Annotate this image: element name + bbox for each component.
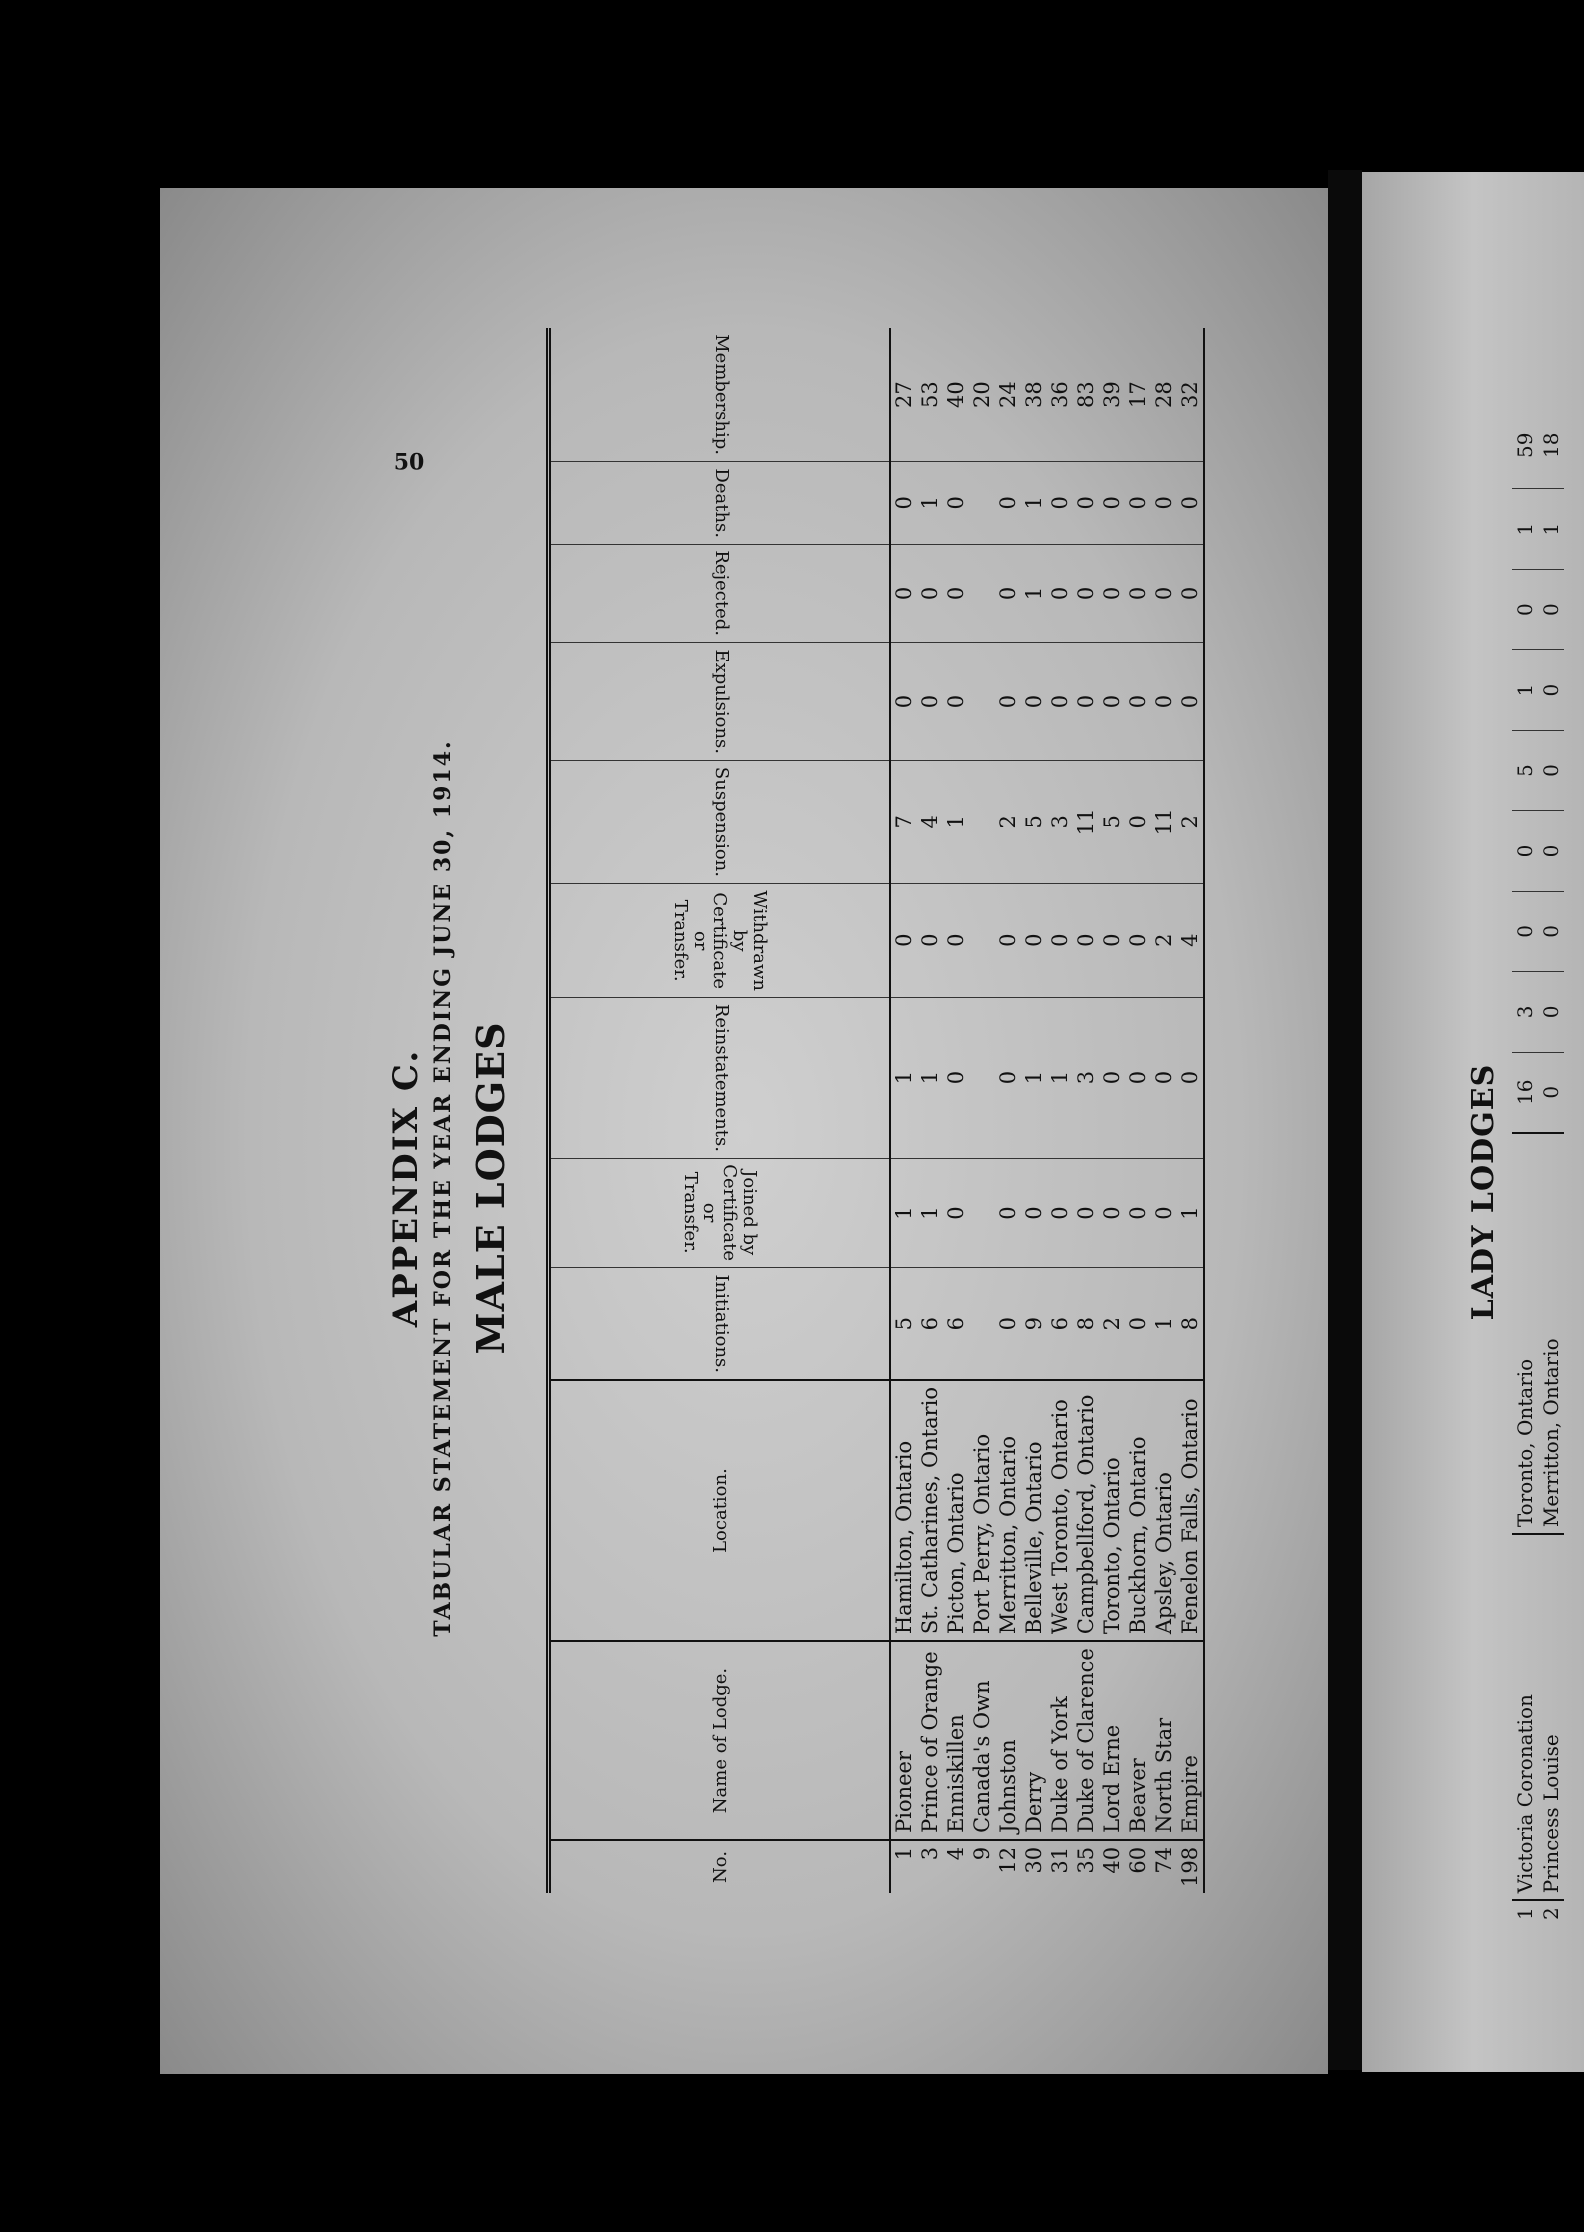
cell-no: 198 [1177, 1840, 1204, 1893]
cell-reinstatements: 0 [1512, 891, 1538, 971]
lady-lodges-content [1456, 392, 1584, 1992]
cell-no: 9 [969, 1840, 995, 1893]
table-row [1021, 328, 1047, 1893]
cell-no: 60 [1125, 1840, 1151, 1893]
cell-initiations: 0 [1538, 1052, 1564, 1133]
cell-rejected: 0 [1047, 544, 1073, 643]
table-row [1151, 328, 1177, 1893]
cell-joined: 0 [1047, 1158, 1073, 1268]
cell-suspension: 5 [1099, 760, 1125, 883]
cell-expulsions: 0 [1538, 650, 1564, 730]
cell-membership: 18 [1539, 432, 1563, 458]
cell-initiations: 16 [1512, 1052, 1538, 1133]
cell-withdrawn: 0 [1538, 811, 1564, 891]
cell-expulsions [969, 643, 995, 761]
col-no: No. [549, 1840, 891, 1893]
cell-initiations: 0 [1125, 1268, 1151, 1380]
cell-expulsions: 0 [1125, 643, 1151, 761]
cell-membership: 53 [918, 381, 942, 408]
cell-rejected: 1 [1021, 544, 1047, 643]
cell-location: Fenelon Falls, Ontario [1177, 1380, 1204, 1641]
cell-withdrawn: 0 [1125, 883, 1151, 997]
cell-reinstatements [969, 997, 995, 1158]
cell-withdrawn: 4 [1177, 883, 1204, 997]
cell-reinstatements: 3 [1073, 997, 1099, 1158]
cell-deaths: 0 [1099, 461, 1125, 544]
cell-membership: 24 [996, 381, 1020, 408]
cell-name: Empire [1177, 1641, 1204, 1840]
cell-withdrawn [969, 883, 995, 997]
cell-membership: 27 [892, 381, 916, 408]
col-withdrawn [549, 883, 891, 997]
cell-initiations: 1 [1151, 1268, 1177, 1380]
cell-expulsions: 0 [1073, 643, 1099, 761]
male-lodges-heading: MALE LODGES [468, 1021, 513, 1355]
cell-name: Beaver [1125, 1641, 1151, 1840]
statement-subtitle: TABULAR STATEMENT FOR THE YEAR ENDING JUNE 30, 1914. [430, 739, 456, 1637]
cell-initiations: 0 [995, 1268, 1021, 1380]
cell-location: Toronto, Ontario [1512, 1133, 1538, 1534]
cell-membership: 20 [970, 381, 994, 408]
cell-no: 74 [1151, 1840, 1177, 1893]
table-row [1538, 402, 1564, 1962]
cell-rejected: 0 [1125, 544, 1151, 643]
cell-joined: 0 [1538, 972, 1564, 1052]
cell-reinstatements: 1 [917, 997, 943, 1158]
cell-name: North Star [1151, 1641, 1177, 1840]
cell-no: 30 [1021, 1840, 1047, 1893]
col-withdrawn-label: Withdrawn by Certificate or Transfer. [670, 889, 771, 991]
page-number: 50 [393, 449, 425, 476]
cell-location: St. Catharines, Ontario [917, 1380, 943, 1641]
cell-suspension: 1 [943, 760, 969, 883]
col-initiations [549, 1268, 891, 1380]
cell-deaths: 1 [917, 461, 943, 544]
cell-deaths: 1 [1538, 489, 1564, 569]
cell-reinstatements: 0 [1151, 997, 1177, 1158]
male-lodges-body [890, 328, 1204, 1893]
cell-joined: 3 [1512, 972, 1538, 1052]
male-lodges-table [546, 328, 1205, 1893]
cell-rejected: 0 [1151, 544, 1177, 643]
cell-expulsions: 0 [1151, 643, 1177, 761]
cell-deaths: 0 [1073, 461, 1099, 544]
cell-reinstatements: 1 [1047, 997, 1073, 1158]
cell-location: Picton, Ontario [943, 1380, 969, 1641]
cell-location: West Toronto, Ontario [1047, 1380, 1073, 1641]
cell-location: Hamilton, Ontario [890, 1380, 917, 1641]
cell-location: Port Perry, Ontario [969, 1380, 995, 1641]
col-suspension [549, 760, 891, 883]
cell-expulsions: 0 [1047, 643, 1073, 761]
col-location: Location. [549, 1380, 891, 1641]
cell-location: Buckhorn, Ontario [1125, 1380, 1151, 1641]
table-row [917, 328, 943, 1893]
cell-joined: 0 [1151, 1158, 1177, 1268]
cell-suspension: 7 [890, 760, 917, 883]
cell-location: Toronto, Ontario [1099, 1380, 1125, 1641]
cell-rejected [969, 544, 995, 643]
col-membership-label: Membership. [710, 334, 732, 455]
appendix-heading: APPENDIX C. [386, 1048, 426, 1328]
cell-deaths: 0 [995, 461, 1021, 544]
cell-membership: 39 [1100, 381, 1124, 408]
cell-deaths: 0 [1177, 461, 1204, 544]
cell-membership: 59 [1513, 432, 1537, 458]
cell-name: Lord Erne [1099, 1641, 1125, 1840]
cell-initiations: 6 [1047, 1268, 1073, 1380]
cell-joined: 1 [1177, 1158, 1204, 1268]
cell-withdrawn: 0 [943, 883, 969, 997]
cell-joined: 1 [917, 1158, 943, 1268]
cell-name: Victoria Coronation [1512, 1534, 1538, 1900]
col-initiations-label: Initiations. [710, 1274, 732, 1373]
cell-name: Derry [1021, 1641, 1047, 1840]
cell-no: 3 [917, 1840, 943, 1893]
cell-withdrawn: 0 [1512, 811, 1538, 891]
cell-deaths: 1 [1512, 489, 1538, 569]
table-row [1125, 328, 1151, 1893]
cell-suspension: 3 [1047, 760, 1073, 883]
cell-location: Apsley, Ontario [1151, 1380, 1177, 1641]
col-expulsions [549, 643, 891, 761]
book-gutter [1328, 170, 1362, 2070]
cell-name: Enniskillen [943, 1641, 969, 1840]
cell-deaths: 0 [1047, 461, 1073, 544]
cell-membership: 17 [1126, 381, 1150, 408]
col-reinstatements-label: Reinstatements. [710, 1003, 732, 1152]
cell-no: 31 [1047, 1840, 1073, 1893]
cell-expulsions: 1 [1512, 650, 1538, 730]
cell-expulsions: 0 [1099, 643, 1125, 761]
cell-deaths: 0 [943, 461, 969, 544]
cell-reinstatements: 1 [1021, 997, 1047, 1158]
cell-initiations: 6 [943, 1268, 969, 1380]
cell-initiations: 8 [1073, 1268, 1099, 1380]
cell-no: 12 [995, 1840, 1021, 1893]
cell-expulsions: 0 [995, 643, 1021, 761]
table-row [1512, 402, 1538, 1962]
table-row [969, 328, 995, 1893]
cell-rejected: 0 [1073, 544, 1099, 643]
cell-rejected: 0 [890, 544, 917, 643]
cell-name: Princess Louise [1538, 1534, 1564, 1900]
cell-joined: 0 [943, 1158, 969, 1268]
cell-rejected: 0 [1177, 544, 1204, 643]
cell-membership: 28 [1152, 381, 1176, 408]
cell-reinstatements: 0 [995, 997, 1021, 1158]
table-row [995, 328, 1021, 1893]
col-rejected [549, 544, 891, 643]
cell-deaths: 0 [1151, 461, 1177, 544]
cell-withdrawn: 0 [1099, 883, 1125, 997]
cell-initiations: 6 [917, 1268, 943, 1380]
cell-expulsions: 0 [1021, 643, 1047, 761]
cell-joined: 0 [1073, 1158, 1099, 1268]
col-deaths-label: Deaths. [710, 467, 732, 538]
cell-deaths [969, 461, 995, 544]
col-joined [549, 1158, 891, 1268]
cell-rejected: 0 [1099, 544, 1125, 643]
cell-initiations [969, 1268, 995, 1380]
cell-rejected: 0 [917, 544, 943, 643]
cell-no: 35 [1073, 1840, 1099, 1893]
male-lodges-content [356, 334, 1276, 1918]
cell-deaths: 0 [1125, 461, 1151, 544]
cell-membership: 32 [1177, 328, 1204, 461]
cell-suspension: 2 [1177, 760, 1204, 883]
cell-withdrawn: 0 [1073, 883, 1099, 997]
cell-rejected: 0 [995, 544, 1021, 643]
cell-membership: 83 [1074, 381, 1098, 408]
col-name: Name of Lodge. [549, 1641, 891, 1840]
col-joined-label: Joined by Certificate or Transfer. [680, 1164, 761, 1262]
cell-no: 2 [1538, 1900, 1564, 1962]
cell-suspension: 5 [1021, 760, 1047, 883]
cell-reinstatements: 0 [1538, 891, 1564, 971]
cell-suspension: 2 [995, 760, 1021, 883]
cell-joined: 0 [995, 1158, 1021, 1268]
cell-rejected: 0 [1538, 569, 1564, 649]
cell-location: Belleville, Ontario [1021, 1380, 1047, 1641]
cell-name: Duke of Clarence [1073, 1641, 1099, 1840]
col-expulsions-label: Expulsions. [710, 649, 732, 754]
cell-no: 1 [890, 1840, 917, 1893]
cell-withdrawn: 0 [917, 883, 943, 997]
cell-name: Pioneer [890, 1641, 917, 1840]
cell-suspension: 4 [917, 760, 943, 883]
cell-joined: 0 [1021, 1158, 1047, 1268]
cell-suspension: 5 [1512, 730, 1538, 810]
table-row [1073, 328, 1099, 1893]
col-membership [549, 328, 891, 461]
cell-reinstatements: 0 [1099, 997, 1125, 1158]
cell-initiations: 2 [1099, 1268, 1125, 1380]
cell-joined: 0 [1099, 1158, 1125, 1268]
cell-reinstatements: 0 [943, 997, 969, 1158]
cell-suspension: 11 [1073, 760, 1099, 883]
cell-membership: 38 [1022, 381, 1046, 408]
cell-joined: 1 [890, 1158, 917, 1268]
lady-lodges-heading: LADY LODGES [1466, 1063, 1501, 1321]
cell-suspension: 0 [1125, 760, 1151, 883]
cell-deaths: 1 [1021, 461, 1047, 544]
cell-initiations: 5 [890, 1268, 917, 1380]
cell-joined [969, 1158, 995, 1268]
cell-name: Duke of York [1047, 1641, 1073, 1840]
col-suspension-label: Suspension. [710, 766, 732, 877]
cell-joined: 0 [1125, 1158, 1151, 1268]
cell-no: 4 [943, 1840, 969, 1893]
col-reinstatements [549, 997, 891, 1158]
cell-location: Campbellford, Ontario [1073, 1380, 1099, 1641]
lady-lodges-body [1512, 402, 1564, 1962]
cell-withdrawn: 2 [1151, 883, 1177, 997]
cell-initiations: 8 [1177, 1268, 1204, 1380]
cell-reinstatements: 0 [1125, 997, 1151, 1158]
table-row [1047, 328, 1073, 1893]
table-header-row [549, 328, 891, 1893]
lady-lodges-table [1512, 402, 1564, 1962]
cell-no: 40 [1099, 1840, 1125, 1893]
table-row [943, 328, 969, 1893]
table-row [1099, 328, 1125, 1893]
cell-name: Canada's Own [969, 1641, 995, 1840]
cell-reinstatements: 1 [890, 997, 917, 1158]
cell-withdrawn: 0 [1021, 883, 1047, 997]
cell-expulsions: 0 [1177, 643, 1204, 761]
cell-reinstatements: 0 [1177, 997, 1204, 1158]
cell-initiations: 9 [1021, 1268, 1047, 1380]
cell-withdrawn: 0 [890, 883, 917, 997]
cell-membership: 36 [1048, 381, 1072, 408]
cell-withdrawn: 0 [995, 883, 1021, 997]
col-deaths [549, 461, 891, 544]
cell-location: Merritton, Ontario [995, 1380, 1021, 1641]
cell-rejected: 0 [943, 544, 969, 643]
cell-suspension: 0 [1538, 730, 1564, 810]
cell-withdrawn: 0 [1047, 883, 1073, 997]
cell-deaths: 0 [890, 461, 917, 544]
cell-no: 1 [1512, 1900, 1538, 1962]
cell-expulsions: 0 [890, 643, 917, 761]
cell-location: Merritton, Ontario [1538, 1133, 1564, 1534]
cell-suspension [969, 760, 995, 883]
table-row [890, 328, 917, 1893]
cell-name: Johnston [995, 1641, 1021, 1840]
cell-name: Prince of Orange [917, 1641, 943, 1840]
cell-expulsions: 0 [943, 643, 969, 761]
table-row [1177, 328, 1204, 1893]
cell-rejected: 0 [1512, 569, 1538, 649]
col-rejected-label: Rejected. [710, 550, 732, 637]
cell-membership: 40 [944, 381, 968, 408]
cell-suspension: 11 [1151, 760, 1177, 883]
cell-expulsions: 0 [917, 643, 943, 761]
